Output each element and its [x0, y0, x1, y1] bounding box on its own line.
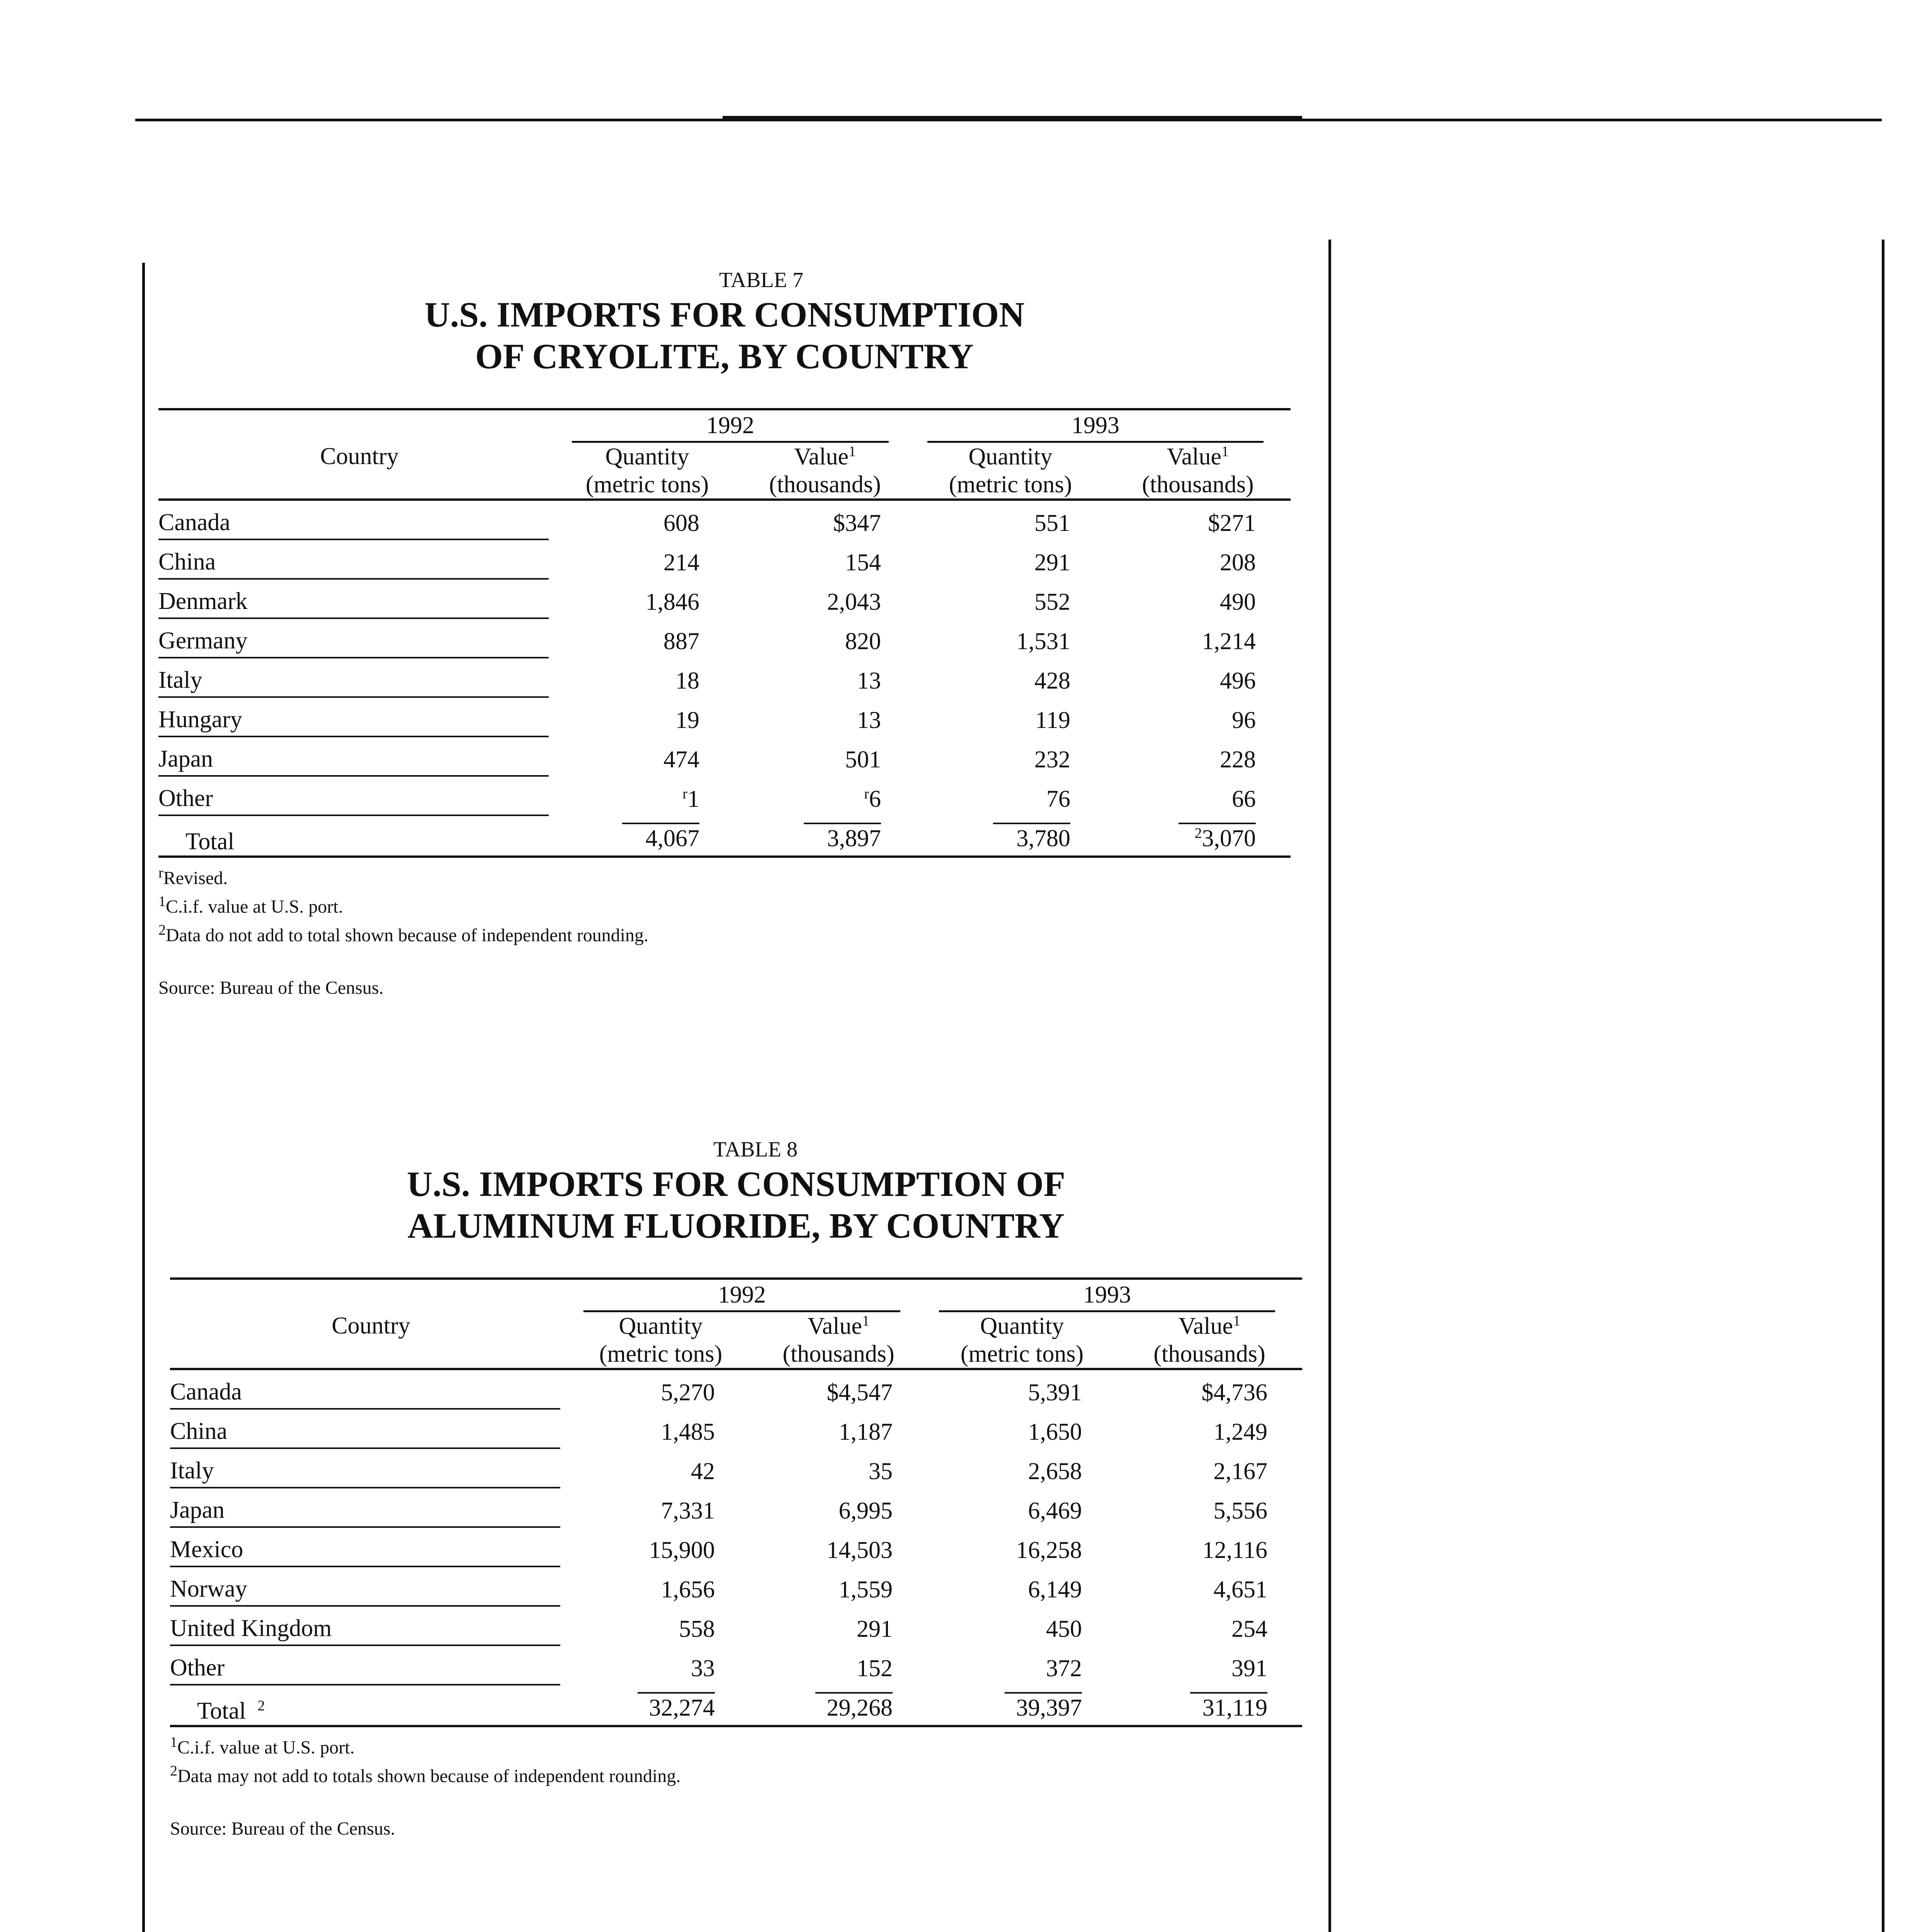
source-note: Source: Bureau of the Census.	[158, 978, 384, 998]
value-cell: 14,503	[827, 1537, 893, 1563]
quantity-cell: 1,531	[1016, 628, 1070, 655]
quantity-cell: 551	[1034, 510, 1070, 536]
total-quantity: 32,274	[572, 1685, 750, 1726]
title-line: U.S. IMPORTS FOR CONSUMPTION	[424, 295, 1025, 334]
table-title	[158, 294, 1291, 377]
table-row	[158, 500, 1291, 540]
value-cell: $4,736	[1201, 1379, 1267, 1406]
table-row	[170, 1567, 1302, 1607]
quantity-cell: 6,469	[1028, 1498, 1082, 1524]
quantity-header: Quantity (metric tons)	[927, 1312, 1117, 1369]
quantity-cell: $^r$1	[682, 786, 699, 812]
value-cell: 13	[857, 668, 881, 694]
table-row	[170, 1369, 1302, 1410]
table-7	[158, 267, 1291, 1002]
total-value: 29,268	[750, 1685, 927, 1726]
value-header: Value$^1$ (thousands)	[734, 443, 916, 500]
table-row	[170, 1488, 1302, 1528]
value-cell: 2,043	[827, 589, 881, 615]
quantity-cell: 887	[663, 628, 699, 655]
table-row	[170, 1528, 1302, 1567]
footnote: $^1$C.i.f. value at U.S. port.	[158, 893, 343, 917]
aluminum-fluoride-table	[170, 1277, 1302, 1727]
table-row	[170, 1410, 1302, 1449]
quantity-cell: 474	[663, 747, 699, 773]
value-cell: 820	[845, 628, 881, 655]
value-cell: 208	[1220, 549, 1256, 576]
table-row	[158, 580, 1291, 619]
country-cell: Germany	[158, 619, 560, 658]
year-header-row	[170, 1279, 1302, 1312]
country-cell: Japan	[158, 737, 560, 777]
quantity-header: Quantity (metric tons)	[572, 1312, 750, 1369]
year-header: 1992	[572, 1279, 927, 1312]
total-label: Total	[158, 816, 560, 857]
value-cell: 2,167	[1213, 1458, 1267, 1485]
title-line: U.S. IMPORTS FOR CONSUMPTION OF	[407, 1164, 1065, 1204]
value-cell: 1,559	[838, 1577, 893, 1603]
source-note: Source: Bureau of the Census.	[170, 1818, 395, 1839]
quantity-header: Quantity (metric tons)	[560, 443, 734, 500]
quantity-cell: 1,650	[1028, 1419, 1082, 1445]
value-cell: 490	[1220, 589, 1256, 615]
title-line: ALUMINUM FLUORIDE, BY COUNTRY	[407, 1206, 1065, 1245]
value-cell: 496	[1220, 668, 1256, 694]
table-title	[170, 1163, 1302, 1247]
year-header: 1993	[916, 409, 1291, 443]
total-quantity: 4,067	[560, 816, 734, 857]
country-cell: Mexico	[170, 1528, 572, 1567]
year-header: 1993	[927, 1279, 1302, 1312]
country-cell: Italy	[170, 1449, 572, 1488]
quantity-cell: 16,258	[1016, 1537, 1082, 1563]
value-cell: 254	[1231, 1616, 1267, 1642]
value-cell: 152	[857, 1655, 893, 1682]
value-cell: 228	[1220, 747, 1256, 773]
table-row	[158, 658, 1291, 698]
country-cell: Other	[158, 777, 560, 816]
country-cell: Norway	[170, 1567, 572, 1607]
total-value: 3,897	[734, 816, 916, 857]
value-cell: 291	[857, 1616, 893, 1642]
value-header: Value$^1$ (thousands)	[750, 1312, 927, 1369]
column-header-row	[158, 443, 1291, 500]
country-cell: Canada	[158, 500, 560, 540]
total-row	[158, 816, 1291, 857]
value-cell: 1,249	[1213, 1419, 1267, 1445]
value-cell: 154	[845, 549, 881, 576]
quantity-cell: 6,149	[1028, 1577, 1082, 1603]
country-cell: Denmark	[158, 580, 560, 619]
quantity-cell: 76	[1046, 786, 1070, 812]
value-cell: 12,116	[1202, 1537, 1267, 1563]
year-header-row	[158, 409, 1291, 443]
quantity-cell: 5,270	[661, 1379, 715, 1406]
quantity-cell: 42	[691, 1458, 715, 1485]
right-column-rule	[1882, 240, 1884, 1932]
quantity-cell: 214	[663, 549, 699, 576]
footnote: $^1$C.i.f. value at U.S. port.	[170, 1734, 355, 1758]
quantity-header: Quantity (metric tons)	[916, 443, 1105, 500]
total-quantity: 39,397	[927, 1685, 1117, 1726]
footnotes	[158, 864, 1291, 1002]
quantity-cell: 608	[663, 510, 699, 536]
value-header: Value$^1$ (thousands)	[1117, 1312, 1302, 1369]
country-cell: Canada	[170, 1369, 572, 1410]
quantity-cell: 2,658	[1028, 1458, 1082, 1485]
left-column-rule	[142, 263, 145, 1932]
table-row	[170, 1607, 1302, 1646]
total-quantity: 3,780	[916, 816, 1105, 857]
value-cell: 96	[1232, 707, 1256, 733]
quantity-cell: 450	[1046, 1616, 1082, 1642]
quantity-cell: 18	[675, 668, 699, 694]
country-header: Country	[158, 443, 560, 500]
footnote: $^2$Data do not add to total shown because of independent rounding.	[158, 922, 649, 946]
country-cell: China	[158, 540, 560, 580]
title-line: OF CRYOLITE, BY COUNTRY	[475, 337, 974, 376]
quantity-cell: 1,656	[661, 1577, 715, 1603]
quantity-cell: 7,331	[661, 1498, 715, 1524]
table-8	[170, 1136, 1302, 1843]
value-cell: $4,547	[827, 1379, 893, 1406]
top-rule-thick	[723, 116, 1302, 121]
quantity-cell: 119	[1035, 707, 1070, 733]
quantity-cell: 291	[1034, 549, 1070, 576]
table-row	[170, 1449, 1302, 1488]
value-cell: 1,187	[838, 1419, 893, 1445]
total-value: $^2$3,070	[1105, 816, 1291, 857]
country-cell: Other	[170, 1646, 572, 1685]
cryolite-table	[158, 408, 1291, 858]
country-cell: United Kingdom	[170, 1607, 572, 1646]
year-header: 1992	[560, 409, 916, 443]
total-value: 31,119	[1117, 1685, 1302, 1726]
country-cell: Italy	[158, 658, 560, 698]
value-header: Value$^1$ (thousands)	[1105, 443, 1291, 500]
value-cell: 501	[845, 747, 881, 773]
middle-column-rule	[1328, 240, 1331, 1932]
country-header: Country	[170, 1312, 572, 1369]
quantity-cell: 1,846	[645, 589, 699, 615]
quantity-cell: 19	[675, 707, 699, 733]
table-number: TABLE 8	[713, 1138, 798, 1162]
quantity-cell: 232	[1034, 747, 1070, 773]
quantity-cell: 428	[1034, 668, 1070, 694]
quantity-cell: 552	[1034, 589, 1070, 615]
value-cell: 13	[857, 707, 881, 733]
value-cell: 1,214	[1202, 628, 1256, 655]
value-cell: $271	[1208, 510, 1256, 536]
quantity-cell: 372	[1046, 1655, 1082, 1682]
column-header-row	[170, 1312, 1302, 1369]
value-cell: $^r$6	[864, 786, 881, 812]
country-cell: Hungary	[158, 698, 560, 737]
table-number: TABLE 7	[719, 268, 803, 292]
value-cell: 391	[1231, 1655, 1267, 1682]
value-cell: $347	[833, 510, 881, 536]
table-row	[158, 619, 1291, 658]
value-cell: 66	[1232, 786, 1256, 812]
footnotes	[170, 1733, 1302, 1843]
country-cell: China	[170, 1410, 572, 1449]
footnote: $^r$Revised.	[158, 865, 228, 888]
quantity-cell: 1,485	[661, 1419, 715, 1445]
quantity-cell: 558	[679, 1616, 715, 1642]
table-row	[170, 1646, 1302, 1685]
footnote: $^2$Data may not add to totals shown because of independent rounding.	[170, 1763, 681, 1786]
total-row	[170, 1685, 1302, 1726]
value-cell: 4,651	[1213, 1577, 1267, 1603]
table-row	[158, 777, 1291, 816]
quantity-cell: 33	[691, 1655, 715, 1682]
value-cell: 6,995	[838, 1498, 893, 1524]
quantity-cell: 15,900	[649, 1537, 715, 1563]
total-label: Total $^2$	[170, 1685, 572, 1726]
table-row	[158, 737, 1291, 777]
value-cell: 5,556	[1213, 1498, 1267, 1524]
table-row	[158, 698, 1291, 737]
country-cell: Japan	[170, 1488, 572, 1528]
value-cell: 35	[869, 1458, 893, 1485]
quantity-cell: 5,391	[1028, 1379, 1082, 1406]
table-row	[158, 540, 1291, 580]
